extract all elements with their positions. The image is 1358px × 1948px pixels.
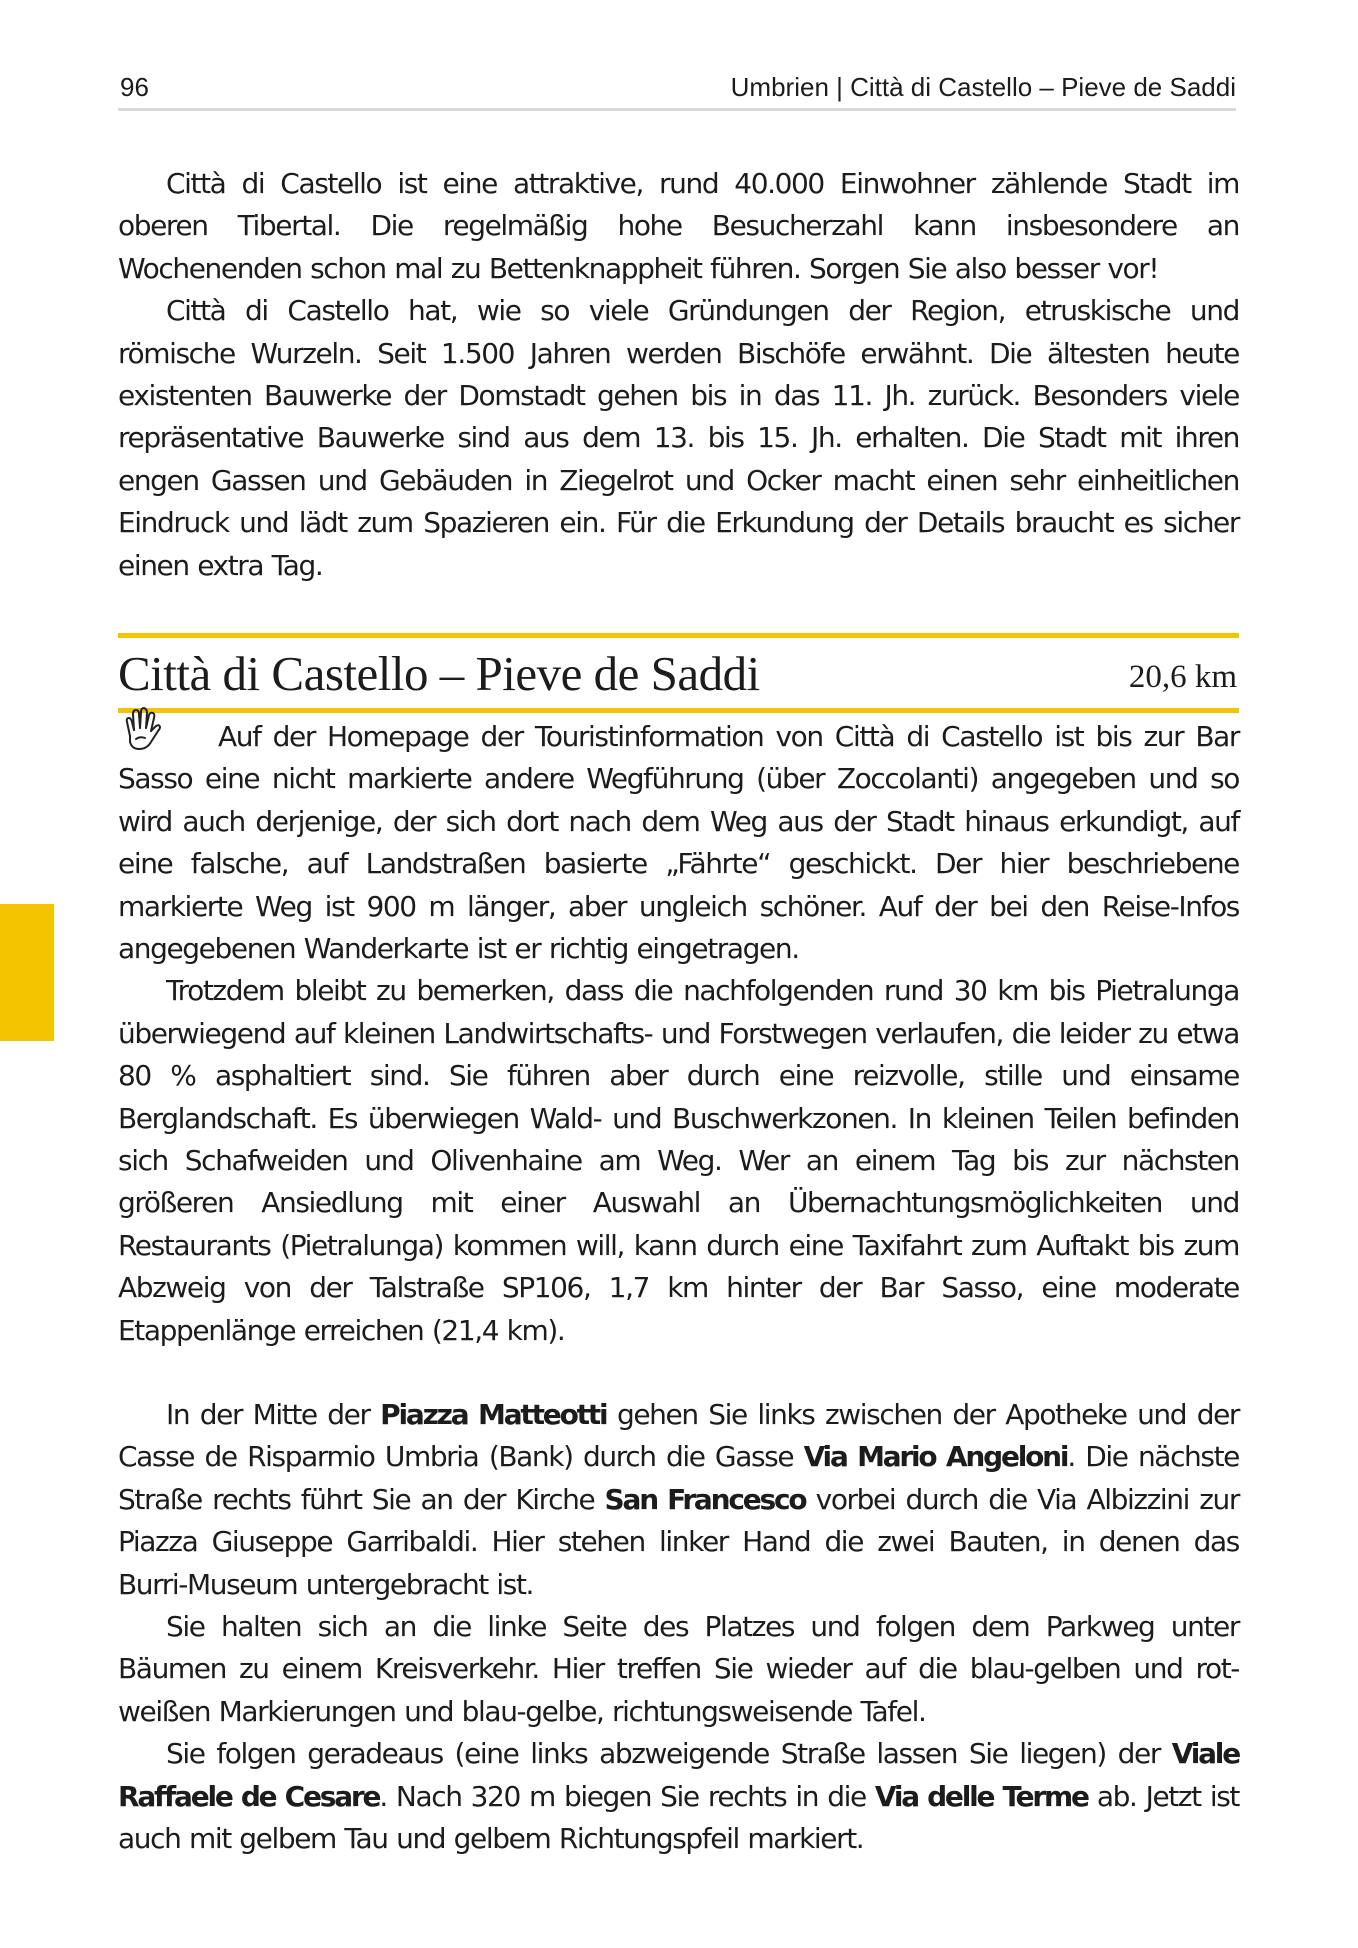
page-number: 96: [120, 72, 149, 102]
notes-text: [118, 716, 1239, 1352]
chapter-thumb-tab: [0, 904, 54, 1041]
section-heading: [118, 633, 1239, 713]
intro-text: [118, 163, 1239, 587]
section-distance: 20,6 km: [1128, 659, 1237, 695]
route-paragraph-1: In der Mitte der Piazza Matteotti gehen Sie links zwischen der Apotheke und der Casse de Risparmio Umbria (Bank) durch die Gasse Via Mario Angeloni. Die nächste Straße rechts führt Sie an der Kirche San Francesco vorbei durch die Via Albizzini zur Piazza Giuseppe Garribaldi. Hier stehen linker Hand die zwei Bauten, in denen das Burri-Museum untergebracht ist.: [118, 1398, 1240, 1601]
running-header: [118, 68, 1236, 111]
place-via-delle-terme: Via delle Terme: [874, 1779, 1088, 1813]
place-viale-raffaele-de-cesare: Viale Raffaele de Cesare: [118, 1737, 1239, 1813]
route-paragraph-2: Sie halten sich an die linke Seite des Platzes und folgen dem Parkweg unter Bäumen zu einem Kreisverkehr. Hier treffen Sie wieder auf die blau-gelben und rot-weißen Markierungen und blau-gelbe, richtungsweisende Tafel.: [118, 1610, 1239, 1728]
place-via-mario-angeloni: Via Mario Angeloni: [803, 1440, 1068, 1474]
route-paragraph-3: Sie folgen geradeaus (eine links abzweigende Straße lassen Sie liegen) der Viale Raffaele de Cesare. Nach 320 m biegen Sie rechts in die Via delle Terme ab. Jetzt ist auch mit gelbem Tau und gelbem Richtungspfeil markiert.: [118, 1737, 1239, 1856]
intro-paragraph-2: Città di Castello hat, wie so viele Gründungen der Region, etruskische und römische Wurzeln. Seit 1.500 Jahren werden Bischöfe erwähnt. Die ältesten heute existenten Bauwerke der Domstadt gehen bis in das 11. Jh. zurück. Besonders viele repräsentative Bauwerke sind aus dem 13. bis 15. Jh. erhalten. Die Stadt mit ihren engen Gassen und Gebäuden in Ziegelrot und Ocker macht einen sehr einheitlichen Eindruck und lädt zum Spazieren ein. Für die Erkundung der Details braucht es sicher einen extra Tag.: [118, 294, 1239, 582]
section-title: Città di Castello – Pieve de Saddi: [118, 646, 760, 701]
place-piazza-matteotti: Piazza Matteotti: [380, 1398, 607, 1431]
notes-paragraph-2: Trotzdem bleibt zu bemerken, dass die nachfolgenden rund 30 km bis Pietralunga überwiegend auf kleinen Landwirtschafts- und Forstwegen verlaufen, die leider zu etwa 80 % asphaltiert sind. Sie führen aber durch eine reizvolle, stille und einsame Berglandschaft. Es überwiegen Wald- und Buschwerkzonen. In kleinen Teilen befinden sich Schafweiden und Olivenhaine am Weg. Wer an einem Tag bis zur nächsten größeren Ansiedlung mit einer Auswahl an Übernachtungsmöglichkeiten und Restaurants (Pietralunga) kommen will, kann durch eine Taxifahrt zum Auftakt bis zum Abzweig von der Talstraße SP106, 1,7 km hinter der Bar Sasso, eine moderate Etappenlänge erreichen (21,4 km).: [118, 974, 1239, 1347]
intro-paragraph-1: Città di Castello ist eine attraktive, rund 40.000 Einwohner zählende Stadt im oberen Tibertal. Die regelmäßig hohe Besucherzahl kann insbesondere an Wochenenden schon mal zu Bettenknappheit führen. Sorgen Sie also besser vor!: [118, 167, 1239, 285]
place-san-francesco: San Francesco: [604, 1482, 806, 1516]
notes-paragraph-1: Auf der Homepage der Touristinformation von Città di Castello ist bis zur Bar Sasso eine nicht markierte andere Wegführung (über Zoccolanti) angegeben und so wird auch derjenige, der sich dort nach dem Weg aus der Stadt hinaus erkundigt, auf eine falsche, auf Landstraßen basierte „Fährte“ geschickt. Der hier beschriebene markierte Weg ist 900 m länger, aber ungleich schöner. Auf der bei den Reise-Infos angegebenen Wanderkarte ist er richtig eingetragen.: [118, 720, 1239, 966]
running-title: Umbrien | Città di Castello – Pieve de Saddi: [730, 72, 1236, 102]
route-text: [118, 1394, 1239, 1860]
